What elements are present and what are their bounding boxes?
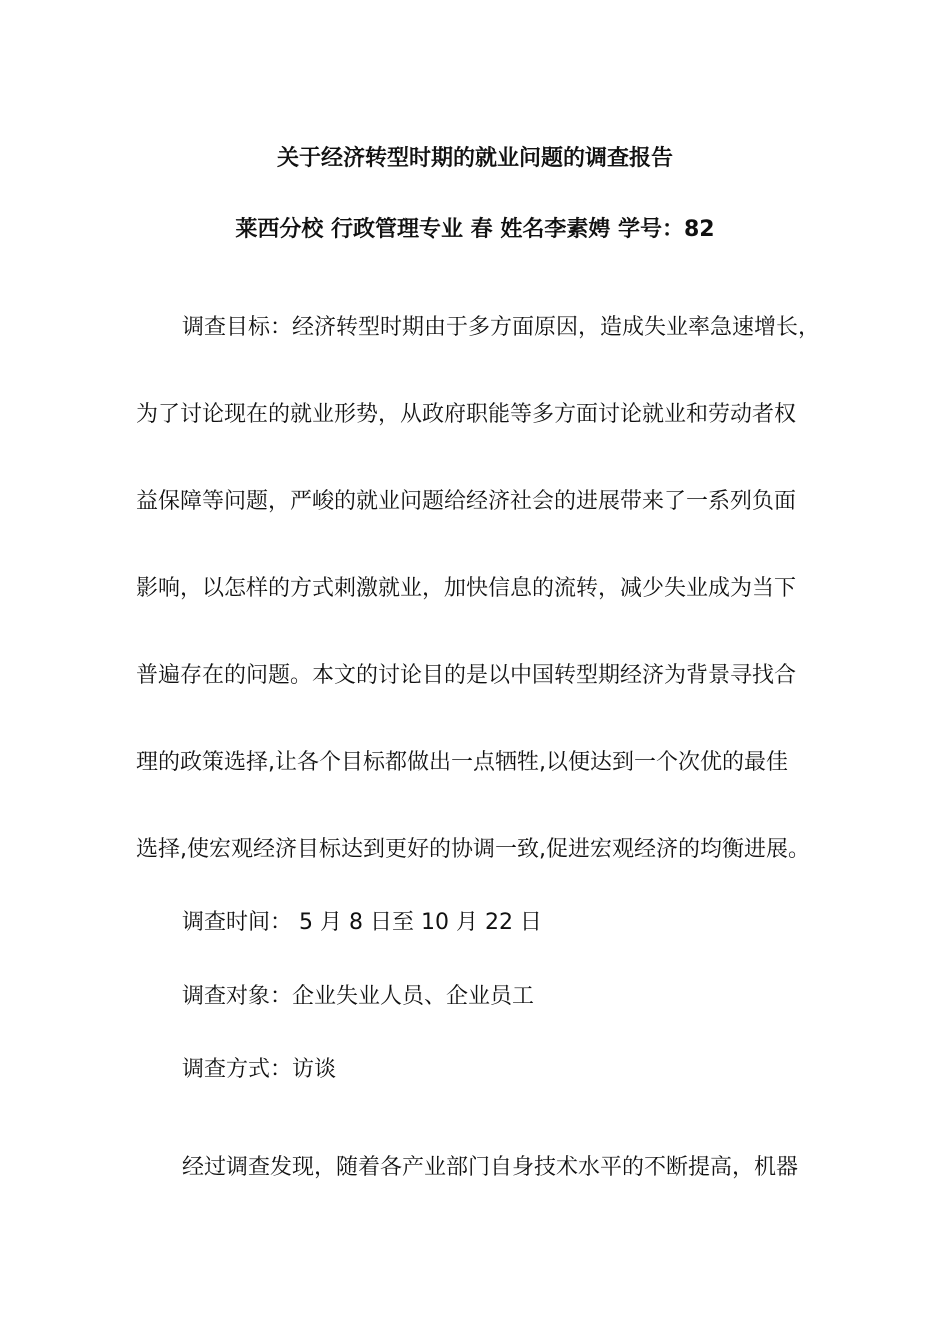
survey-time: 调查时间： 5 月 8 日至 10 月 22 日 (182, 910, 542, 935)
paragraph-line: 影响，以怎样的方式刺激就业，加快信息的流转，减少失业成为当下 (136, 576, 797, 601)
paragraph-line: 选择,使宏观经济目标达到更好的协调一致,促进宏观经济的均衡进展。 (136, 837, 810, 862)
paragraph-line: 为了讨论现在的就业形势，从政府职能等多方面讨论就业和劳动者权 (136, 402, 797, 427)
paragraph-line: 经过调查发现，随着各产业部门自身技术水平的不断提高，机器 (182, 1155, 799, 1180)
paragraph-line: 益保障等问题，严峻的就业问题给经济社会的进展带来了一系列负面 (136, 489, 797, 514)
paragraph-line: 理的政策选择,让各个目标都做出一点牺牲,以便达到一个次优的最佳 (136, 750, 788, 775)
author-info: 莱西分校 行政管理专业 春 姓名李素娉 学号：82 (235, 217, 715, 242)
survey-method: 调查方式：访谈 (182, 1057, 337, 1082)
paragraph-line: 调查目标：经济转型时期由于多方面原因，造成失业率急速增长， (182, 315, 821, 340)
survey-object: 调查对象：企业失业人员、企业员工 (182, 984, 535, 1009)
document-title: 关于经济转型时期的就业问题的调查报告 (276, 146, 673, 171)
paragraph-line: 普遍存在的问题。本文的讨论目的是以中国转型期经济为背景寻找合 (136, 663, 797, 688)
